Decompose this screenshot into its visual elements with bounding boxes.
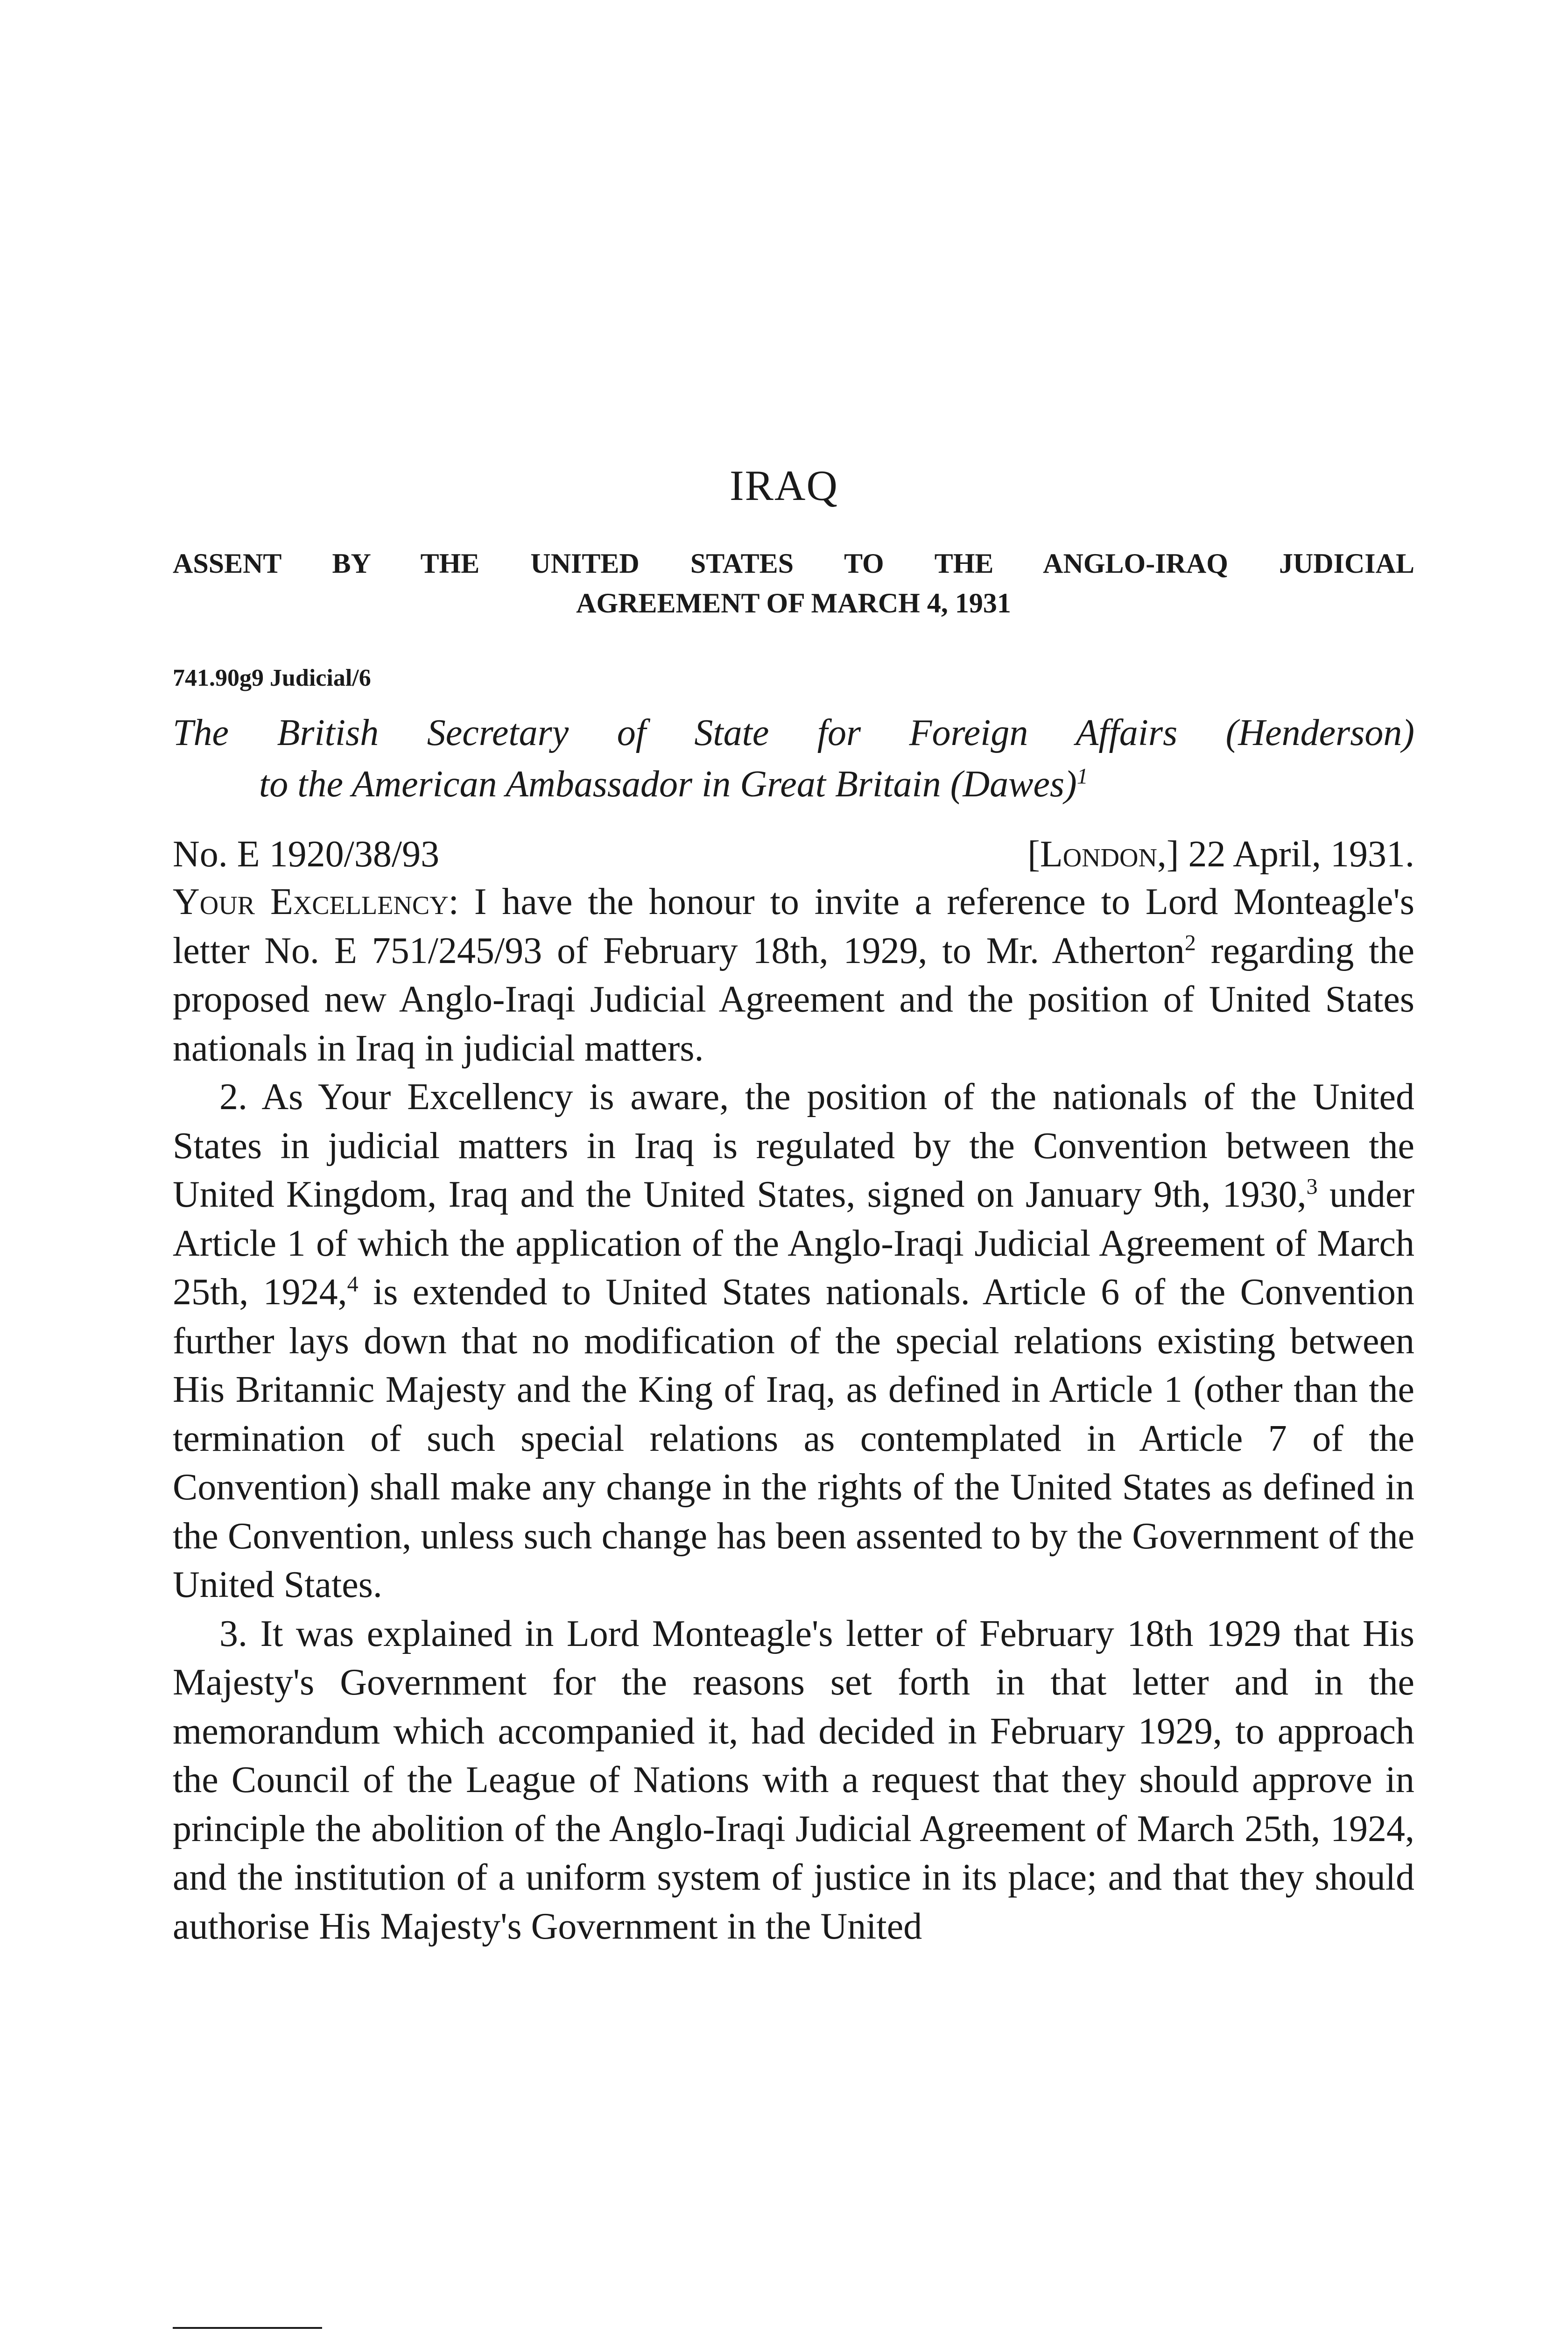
- paragraph-3: 3. It was explained in Lord Monteagle's letter of February 18th 1929 that His Majesty's Government for the reasons set forth in that letter and in the memorandum which accompanied it, had decided in February 1929, to approach the Council of the League of Nations with a request that they should approve in principle the abolition of the Anglo-Iraqi Judicial Agreement of March 25th, 1924, and the institution of a uniform system of justice in its place; and that they should authorise His Majesty's Government in the United: [173, 1613, 1414, 1947]
- document-date: 22 April, 1931.: [1188, 834, 1414, 875]
- heading-line-2: [173, 759, 1414, 810]
- paragraph-2-part-c: is extended to United States nationals. Article 6 of the Convention further lays down that no modification of the special relations existing between His Britannic Majesty and the King of Iraq, as defined in Article 1 (other than the termination of such special relations as contemplated in Article 7 of the Convention) shall make any change in the rights of the United States as defined in the Convention, unless such change has been assented to by the Government of the United States.: [173, 1272, 1414, 1605]
- paragraph-1-part-a: I have the honour to invite a reference to Lord Monteagle's letter No. E 751/245/93 of February 18th, 1929, to Mr. Atherton: [173, 881, 1414, 971]
- document-number: No. E 1920/38/93: [173, 834, 440, 875]
- paragraph-1-part-b: regarding the proposed new Anglo-Iraqi Judicial Agreement and the position of United States nationals in Iraq in judicial matters.: [173, 930, 1415, 1069]
- paragraph-2: [173, 1073, 1414, 1610]
- paragraph-2-part-a: 2. As Your Excellency is aware, the position of the nationals of the United States in judicial matters in Iraq is regulated by the Convention between the United Kingdom, Iraq and the United States, signed on January 9th, 1930,: [173, 1076, 1414, 1215]
- footnote-ref-3: 3: [1306, 1174, 1318, 1199]
- heading-line-1: The British Secretary of State for Foreign Affairs (Henderson): [173, 712, 1414, 753]
- letter-body: [173, 878, 1414, 1951]
- file-number: 741.90g9 Judicial/6: [173, 665, 371, 691]
- footnote-ref-4: 4: [347, 1272, 359, 1297]
- subtitle-line-2: AGREEMENT OF MARCH 4, 1931: [576, 588, 1011, 619]
- section-subtitle: [173, 544, 1414, 623]
- footnote-divider: [173, 2327, 322, 2329]
- salutation: Your Excellency:: [173, 881, 459, 922]
- footnote-ref-2: 2: [1184, 930, 1196, 955]
- paragraph-1: [173, 878, 1414, 1073]
- heading-line-2-text: to the American Ambassador in Great Britain (Dawes): [259, 764, 1077, 805]
- document-place: [London,]: [1027, 834, 1179, 875]
- paragraph-2-part-b: under Article 1 of which the application of the Anglo-Iraqi Judicial Agreement of March 25th, 1924,: [173, 1174, 1415, 1313]
- footnote-ref-1: 1: [1076, 764, 1088, 789]
- document-place-date: [1027, 831, 1414, 878]
- subtitle-line-1: ASSENT BY THE UNITED STATES TO THE ANGLO-IRAQ JUDICIAL: [173, 548, 1414, 579]
- document-reference-line: [173, 831, 1414, 878]
- document-heading: [173, 707, 1414, 810]
- page-title: IRAQ: [730, 462, 838, 509]
